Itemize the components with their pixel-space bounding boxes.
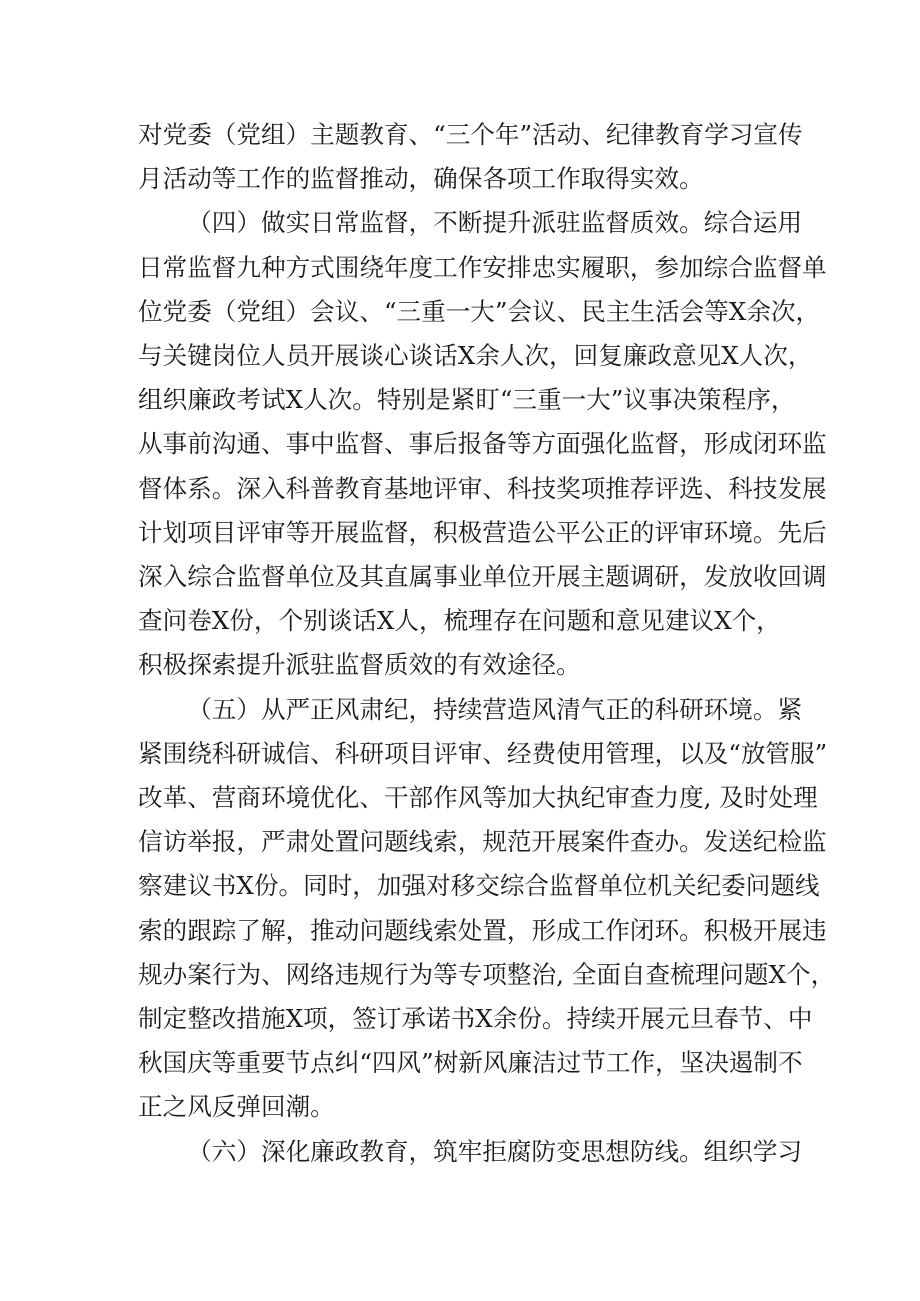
text-line: 制定整改措施X项，签订承诺书X余份。持续开展元旦春节、中 bbox=[138, 1004, 813, 1034]
paragraph bbox=[138, 1130, 803, 1174]
text-line: 规办案行为、网络违规行为等专项整治, 全面自查梳理问题X个， bbox=[138, 959, 836, 989]
document-body bbox=[138, 113, 836, 1174]
text-line: 与关键岗位人员开展谈心谈话X余人次，回复廉政意见X人次， bbox=[138, 341, 813, 371]
text-line: 深入综合监督单位及其直属事业单位开展主题调研，发放收回调 bbox=[138, 562, 827, 592]
text-line: 督体系。深入科普教育基地评审、科技奖项推荐评选、科技发展 bbox=[138, 473, 827, 503]
text-line: 月活动等工作的监督推动，确保各项工作取得实效。 bbox=[138, 164, 704, 194]
text-line: 对党委（党组）主题教育、“三个年”活动、纪律教育学习宣传 bbox=[138, 120, 803, 149]
paragraph bbox=[138, 688, 836, 1130]
text-line: 计划项目评审等开展监督，积极营造公平公正的评审环境。先后 bbox=[138, 517, 827, 547]
paragraph bbox=[138, 201, 827, 687]
text-line: （四）做实日常监督，不断提升派驻监督质效。综合运用 bbox=[187, 208, 803, 238]
text-line: 积极探索提升派驻监督质效的有效途径。 bbox=[138, 650, 581, 680]
paragraph bbox=[138, 113, 803, 201]
text-line: 索的跟踪了解，推动问题线索处置，形成工作闭环。积极开展违 bbox=[138, 915, 827, 945]
text-line: 组织廉政考试X人次。特别是紧盯“三重一大”议事决策程序， bbox=[138, 385, 796, 415]
text-line: （六）深化廉政教育，筑牢拒腐防变思想防线。组织学习 bbox=[187, 1136, 803, 1166]
text-line: 位党委（党组）会议、“三重一大”会议、民主生活会等X余次， bbox=[138, 296, 821, 326]
text-line: 信访举报，严肃处置问题线索，规范开展案件查办。发送纪检监 bbox=[138, 827, 827, 857]
text-line: 察建议书X份。同时，加强对移交综合监督单位机关纪委问题线 bbox=[138, 871, 820, 901]
text-line: 紧围绕科研诚信、科研项目评审、经费使用管理，以及“放管服” bbox=[138, 738, 828, 768]
text-line: 从事前沟通、事中监督、事后报备等方面强化监督，形成闭环监 bbox=[138, 429, 827, 459]
text-line: 日常监督九种方式围绕年度工作安排忠实履职，参加综合监督单 bbox=[138, 252, 827, 282]
text-line: （五）从严正风肃纪，持续营造风清气正的科研环境。紧 bbox=[187, 694, 803, 724]
text-line: 改革、营商环境优化、干部作风等加大执纪审查力度, 及时处理 bbox=[138, 783, 818, 813]
text-line: 正之风反弹回潮。 bbox=[138, 1092, 335, 1122]
text-line: 查问卷X份，个别谈话X人，梳理存在问题和意见建议X个， bbox=[138, 606, 781, 636]
text-line: 秋国庆等重要节点纠“四风”树新风廉洁过节工作，坚决遏制不 bbox=[138, 1048, 803, 1078]
